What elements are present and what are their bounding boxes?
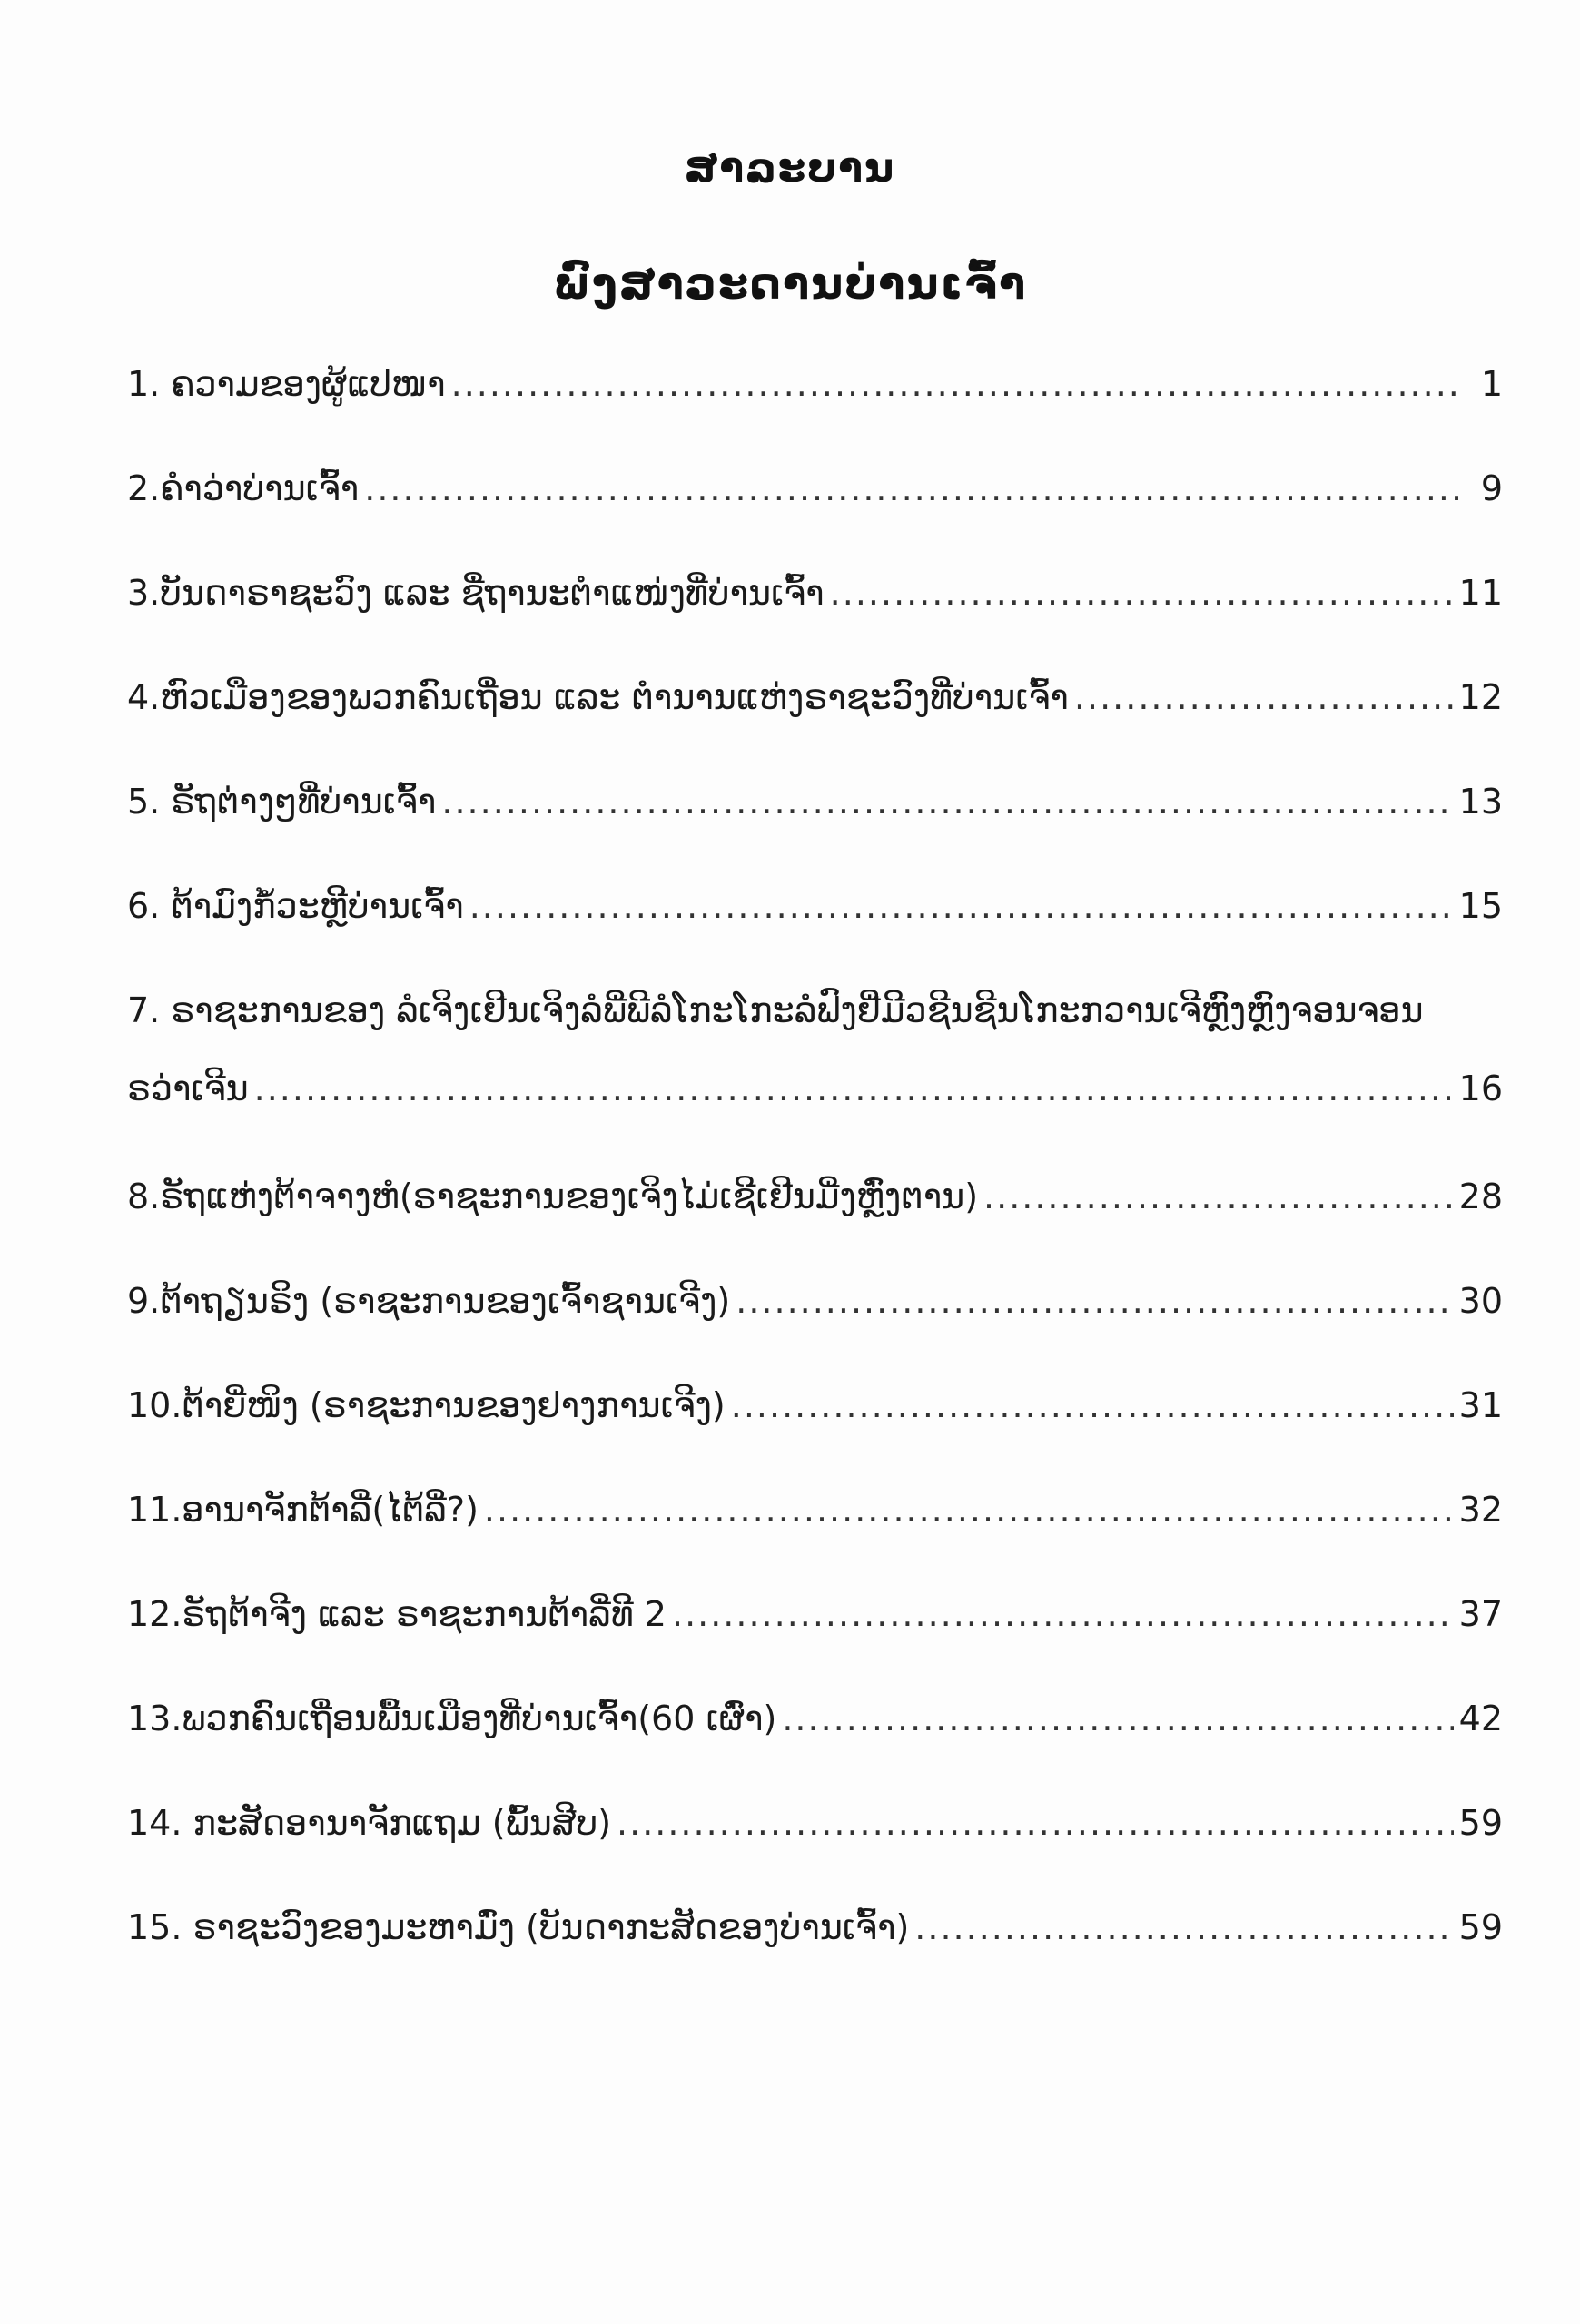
toc-entry-14 — [127, 1797, 1503, 1848]
toc-entry-4 — [127, 672, 1503, 723]
toc-entry-page: 1 — [1480, 364, 1503, 404]
toc-entry-title: 13.ພວກຄົນເຖື່ອນພື້ນເມືອງທີ່ບ່ານເຈົ້າ(60 ເຜົ່າ) — [127, 1699, 777, 1738]
toc-entry-page: 16 — [1458, 1068, 1503, 1108]
toc-entry-title: 12.ຣັຖຕ້າຈີງ ແລະ ຣາຊະການຕ້າລີ່ທີ 2 — [127, 1594, 667, 1634]
toc-dot-leader — [441, 776, 1453, 827]
toc-entry-2 — [127, 463, 1503, 514]
toc-entry-10 — [127, 1380, 1503, 1431]
toc-entry-page: 32 — [1458, 1490, 1503, 1530]
toc-entry-page: 37 — [1458, 1594, 1503, 1634]
toc-entry-page: 11 — [1458, 573, 1503, 613]
toc-entry-page: 13 — [1458, 782, 1503, 822]
toc-dot-leader — [731, 1380, 1454, 1431]
toc-entry-title: 9.ຕ້າຖຽນຣິງ (ຣາຊະການຂອງເຈົ້າຊານເຈີງ) — [127, 1281, 731, 1321]
toc-dot-leader — [736, 1275, 1453, 1326]
toc-entry-page: 9 — [1480, 468, 1503, 508]
toc-entry-12 — [127, 1589, 1503, 1640]
toc-entry-title: 5. ຣັຖຕ່າງໆທີ່ບ່ານເຈົ້າ — [127, 782, 437, 822]
toc-entry-title: ຣວ່າເຈີນ — [127, 1068, 249, 1108]
toc-entry-11 — [127, 1484, 1503, 1535]
toc-entry-page: 15 — [1458, 886, 1503, 926]
toc-entry-15 — [127, 1902, 1503, 1953]
toc-entry-title: 8.ຣັຖແຫ່ງຕ້າຈາງຫໍ(ຣາຊະການຂອງເຈິງໄມ່ເຊີເຢີນມີ່ງຫຼົ່ງຕານ) — [127, 1177, 979, 1216]
toc-entry-9 — [127, 1275, 1503, 1326]
toc-entry-page: 59 — [1458, 1803, 1503, 1843]
toc-dot-leader — [469, 881, 1454, 931]
toc-entry-page: 59 — [1458, 1907, 1503, 1947]
document-heading: ສາລະບານ — [684, 145, 896, 192]
toc-entry-title: 4.ຫົວເມືອງຂອງພວກຄົນເຖື່ອນ ແລະ ຕຳນານແຫ່ງຣາຊະວົງທີ່ບ່ານເຈົ້າ — [127, 677, 1069, 717]
toc-dot-leader — [1074, 672, 1454, 723]
toc-dot-leader — [672, 1589, 1454, 1640]
toc-entry-page: 12 — [1458, 677, 1503, 717]
toc-entry-3 — [127, 567, 1503, 618]
toc-entry-title: 15. ຣາຊະວົງຂອງມະຫາມົ່ງ (ບັນດາກະສັດຂອງບ່ານເຈົ້າ) — [127, 1907, 910, 1947]
toc-entry-page: 28 — [1458, 1177, 1503, 1216]
toc-entry-title: 6. ຕ້າມົງກໍ້ວະຫຼີບ່ານເຈົ້າ — [127, 886, 464, 926]
toc-entry-title: 1. ຄວາມຂອງຜູ້ແປໜາ — [127, 364, 446, 404]
toc-entry-title-line1: 7. ຣາຊະການຂອງ ລໍເຈິງເຢີນເຈິງລໍພີ່ພີລໍໂກະໂກະລໍຟົງຢີ່ມີວຊີນຊີນໂກະກວານເຈີຫຼົງຫຼົງຈອນຈອນ — [127, 990, 1424, 1030]
toc-dot-leader — [830, 567, 1454, 618]
toc-dot-leader — [364, 463, 1461, 514]
toc-entry-1 — [127, 359, 1503, 409]
toc-entry-title: 3.ບັນດາຣາຊະວົງ ແລະ ຊື່ຖານະຕຳແໜ່ງທີ່ບ່ານເຈົ້າ — [127, 573, 825, 613]
toc-dot-leader — [983, 1171, 1454, 1222]
toc-dot-leader — [484, 1484, 1454, 1535]
toc-entry-8 — [127, 1171, 1503, 1222]
toc-entry-5 — [127, 776, 1503, 827]
toc-dot-leader — [782, 1693, 1453, 1744]
toc-dot-leader — [451, 359, 1461, 409]
toc-dot-leader — [254, 1063, 1454, 1114]
toc-entry-title: 2.ຄຳວ່າບ່ານເຈົ້າ — [127, 468, 360, 508]
toc-entry-page: 30 — [1458, 1281, 1503, 1321]
toc-entry-7 — [127, 985, 1503, 1114]
document-subheading: ພົງສາວະດານບ່ານເຈົ້າ — [552, 259, 1028, 310]
toc-entry-title: 11.ອານາຈັກຕ້າລີ່(ໄຕ້ລີ່?) — [127, 1490, 479, 1530]
toc-entry-title: 10.ຕ້າຍີ່ໜິງ (ຣາຊະການຂອງຢາງການເຈີງ) — [127, 1385, 726, 1425]
toc-entry-13 — [127, 1693, 1503, 1744]
toc-dot-leader — [617, 1797, 1454, 1848]
toc-entry-6 — [127, 881, 1503, 931]
toc-entry-page: 42 — [1458, 1699, 1503, 1738]
toc-entry-title: 14. ກະສັດອານາຈັກແຖມ (ພົ້ນສີບ) — [127, 1803, 612, 1843]
toc-entry-page: 31 — [1458, 1385, 1503, 1425]
toc-dot-leader — [914, 1902, 1453, 1953]
